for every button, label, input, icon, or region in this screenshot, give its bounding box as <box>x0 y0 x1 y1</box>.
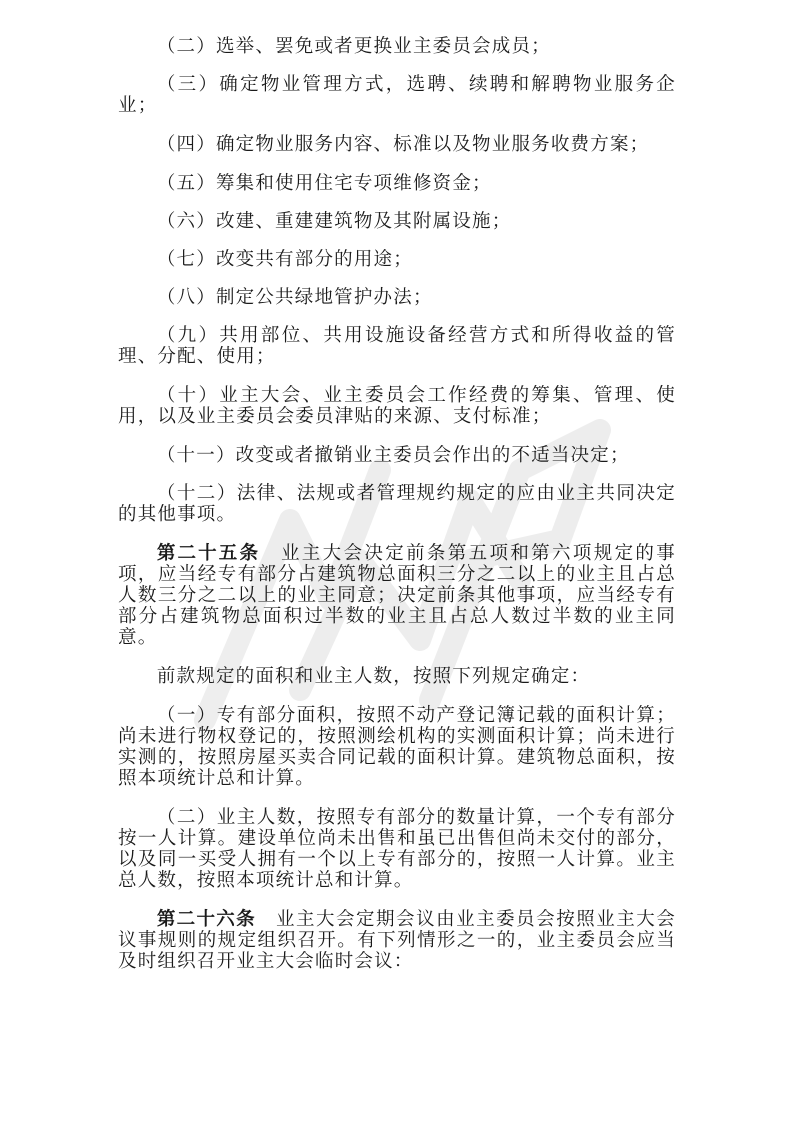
clause-6: （六）改建、重建建筑物及其附属设施； <box>156 211 512 232</box>
clause-4: （四）确定物业服务内容、标准以及物业服务收费方案； <box>156 134 650 155</box>
article-25-text: 业主大会决定前条第五项和第六项规定的事项，应当经专有部分占建筑物总面积三分之二以上的业主且占总人数三分之二以上的业主同意；决定前条其他事项，应当经专有部分占建筑物总面积过半数的业主且占总人数过半数的业主同意。 <box>118 543 676 648</box>
clause-7: （七）改变共有部分的用途； <box>156 249 413 270</box>
clause-5: （五）筹集和使用住宅专项维修资金； <box>156 173 492 194</box>
article-25-label: 第二十五条 <box>156 543 261 564</box>
article-25 <box>118 543 676 648</box>
clause-10: （十）业主大会、业主委员会工作经费的筹集、管理、使用，以及业主委员会委员津贴的来源、支付标准； <box>118 385 676 427</box>
article-25-item-2: （二）业主人数，按照专有部分的数量计算，一个专有部分按一人计算。建设单位尚未出售和虽已出售但尚未交付的部分，以及同一买受人拥有一个以上专有部分的，按照一人计算。业主总人数，按照本项统计总和计算。 <box>118 807 676 891</box>
document-body <box>118 36 676 990</box>
clause-3: （三）确定物业管理方式，选聘、续聘和解聘物业服务企业； <box>118 74 676 116</box>
article-26 <box>118 909 676 972</box>
clause-12: （十二）法律、法规或者管理规约规定的应由业主共同决定的其他事项。 <box>118 483 676 525</box>
clause-9: （九）共用部位、共用设施设备经营方式和所得收益的管理、分配、使用； <box>118 325 676 367</box>
clause-2: （二）选举、罢免或者更换业主委员会成员； <box>156 36 551 57</box>
article-25-paragraph-2: 前款规定的面积和业主人数，按照下列规定确定： <box>156 666 591 687</box>
article-25-item-1: （一）专有部分面积，按照不动产登记簿记载的面积计算；尚未进行物权登记的，按照测绘机构的实测面积计算；尚未进行实测的，按照房屋买卖合同记载的面积计算。建筑物总面积，按照本项统计总和计算。 <box>118 705 676 789</box>
clause-11: （十一）改变或者撤销业主委员会作出的不适当决定； <box>156 445 630 466</box>
clause-8: （八）制定公共绿地管护办法； <box>156 287 433 308</box>
article-26-label: 第二十六条 <box>156 909 256 930</box>
article-26-text: 业主大会定期会议由业主委员会按照业主大会议事规则的规定组织召开。有下列情形之一的，业主委员会应当及时组织召开业主大会临时会议： <box>118 909 676 972</box>
